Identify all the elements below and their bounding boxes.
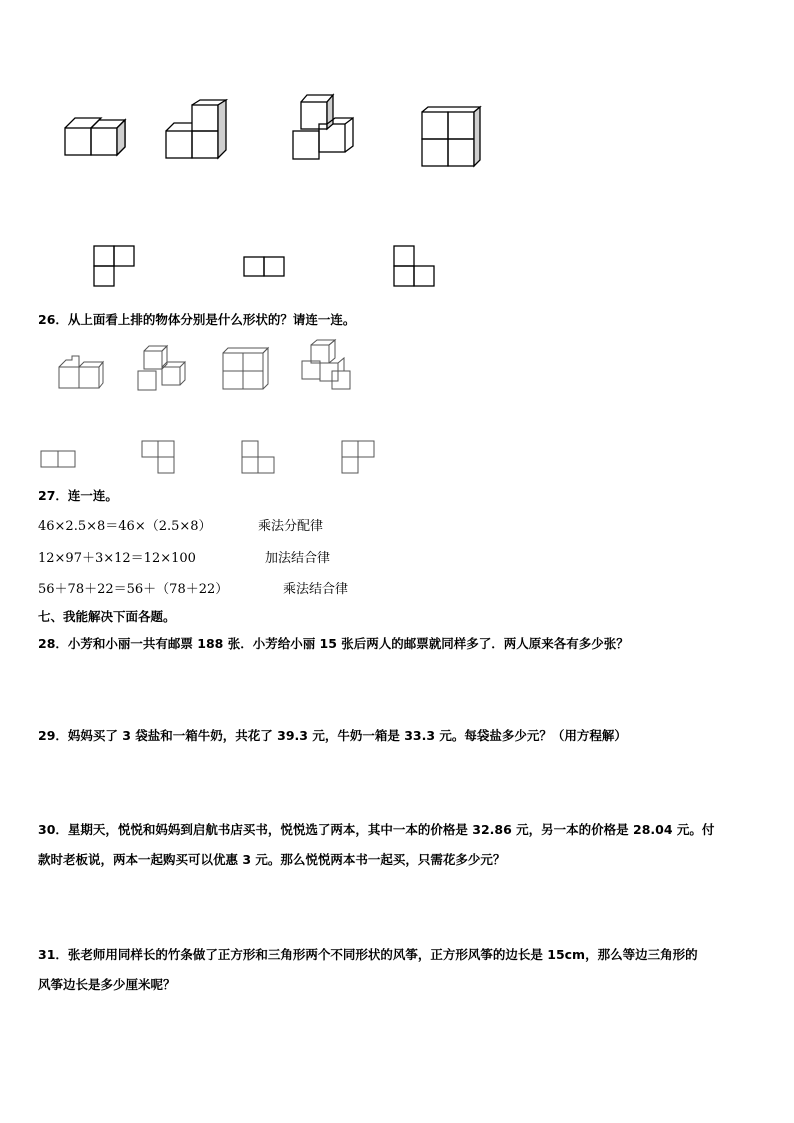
- q26-view-4: [341, 440, 377, 476]
- solid-figure-4: [421, 106, 483, 168]
- question-26: 26．从上面看上排的物体分别是什么形状的？请连一连。: [38, 312, 356, 327]
- view-shape-1: [93, 245, 137, 287]
- q26-solid-4: [301, 339, 353, 391]
- solid-figure-3: [292, 94, 362, 164]
- q26-solid-1: [58, 355, 104, 391]
- question-31-line-1: 31．张老师用同样长的竹条做了正方形和三角形两个不同形状的风筝，正方形风筝的边长是 15cm，那么等边三角形的: [38, 947, 698, 962]
- question-27: 27．连一连。: [38, 488, 118, 503]
- law-3: 乘法结合律: [283, 582, 349, 597]
- q26-solid-2: [137, 345, 187, 393]
- solid-figure-1: [64, 114, 126, 158]
- law-1: 乘法分配律: [258, 519, 324, 534]
- q26-view-3: [241, 440, 277, 476]
- q26-view-2: [141, 440, 177, 476]
- section-title: 七、我能解决下面各题。: [38, 609, 176, 624]
- q26-view-1: [40, 450, 76, 468]
- question-31-line-2: 风筝边长是多少厘米呢？: [38, 977, 176, 992]
- question-30-line-1: 30．星期天，悦悦和妈妈到启航书店买书，悦悦选了两本，其中一本的价格是 32.86 元，另一本的价格是 28.04 元。付: [38, 822, 715, 837]
- equation-1: 46×2.5×8＝46×（2.5×8）: [38, 519, 212, 534]
- q26-solid-3: [222, 347, 270, 391]
- view-shape-3: [393, 245, 437, 287]
- equation-2: 12×97＋3×12＝12×100: [38, 551, 196, 566]
- equation-3: 56＋78＋22＝56＋（78＋22）: [38, 582, 229, 597]
- view-shape-2: [243, 256, 287, 278]
- question-29: 29．妈妈买了 3 袋盐和一箱牛奶，共花了 39.3 元，牛奶一箱是 33.3 元。每袋盐多少元？（用方程解）: [38, 728, 627, 743]
- question-28: 28．小芳和小丽一共有邮票 188 张．小芳给小丽 15 张后两人的邮票就同样多了．两人原来各有多少张？: [38, 636, 629, 651]
- question-30-line-2: 款时老板说，两本一起购买可以优惠 3 元。那么悦悦两本书一起买，只需花多少元？: [38, 852, 506, 867]
- solid-figure-2: [165, 99, 227, 161]
- law-2: 加法结合律: [265, 551, 331, 566]
